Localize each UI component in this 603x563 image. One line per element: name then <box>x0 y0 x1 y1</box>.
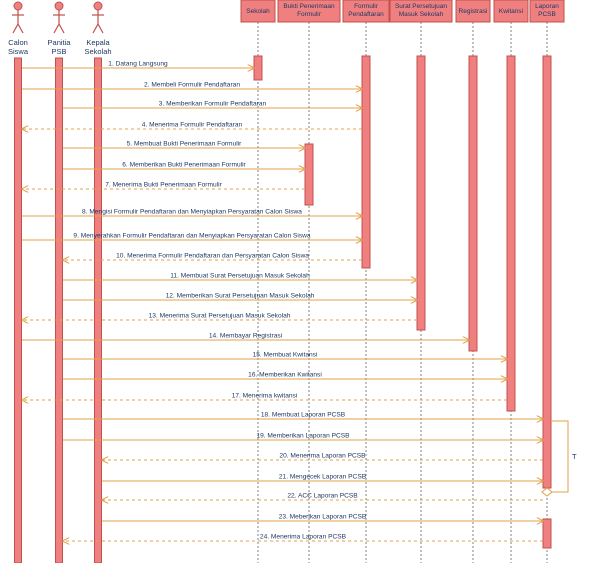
object-registrasi <box>456 0 490 22</box>
object-label: Surat Persetujuan <box>394 3 448 10</box>
actor-kepala <box>84 2 111 56</box>
activation-bar-formulir <box>362 56 370 268</box>
message-16 <box>63 372 507 380</box>
actor-leg-icon <box>93 24 98 33</box>
object-label: Pendaftaran <box>348 11 384 18</box>
activation-bar-laporan <box>543 56 551 488</box>
object-label: Formulir <box>297 11 321 18</box>
activation-bar-calon <box>15 58 22 563</box>
message-label: 7. Menerima Bukti Penerimaan Formulir <box>105 181 222 189</box>
message-label: 2. Membeli Formulir Pendaftaran <box>143 81 241 89</box>
object-label: Kwitansi <box>498 8 524 15</box>
actor-head-icon <box>94 2 102 10</box>
object-label: Registrasi <box>458 8 488 15</box>
message-label: 17. Menerima kwitansi <box>231 392 298 400</box>
object-sekolah <box>241 0 275 22</box>
actor-panitia <box>48 2 72 56</box>
message-label: 19. Memberikan Laporan PCSB <box>256 432 350 440</box>
activation-bar-surat <box>417 56 425 330</box>
message-label: 16. Memberikan Kwitansi <box>248 371 322 379</box>
message-label: 12. Memberikan Surat Persetujuan Masuk Sekolah <box>165 292 315 300</box>
loop-line <box>551 421 568 492</box>
object-label: PCSB <box>538 11 556 18</box>
object-label: Laporan <box>535 3 559 10</box>
message-label: 3. Memberikan Formulir Pendaftaran <box>158 100 267 108</box>
message-22 <box>102 493 543 501</box>
message-label: 8. Mengisi Formulir Pendaftaran dan Menyiapkan Persyaratan Calon Siswa <box>82 208 302 216</box>
activation-bar-kwitansi <box>507 56 515 411</box>
message-label: 1. Datang Langsung <box>108 60 168 68</box>
actor-leg-icon <box>13 24 18 33</box>
actor-leg-icon <box>54 24 59 33</box>
message-15 <box>63 352 507 360</box>
object-bukti <box>278 0 340 22</box>
object-label: Masuk Sekolah <box>398 11 444 18</box>
message-label: 4. Menerima Formulir Pendaftaran <box>141 121 243 129</box>
message-label: 21. Mengecek Laporan PCSB <box>278 473 367 481</box>
activation-bar-laporan <box>543 519 551 548</box>
actor-head-icon <box>14 2 22 10</box>
message-label: 15. Membuat Kwitansi <box>252 351 318 359</box>
message-2 <box>22 82 362 90</box>
object-formulir <box>343 0 389 22</box>
activation-bar-registrasi <box>469 56 477 351</box>
actor-label: Kepala <box>86 38 110 47</box>
message-11 <box>63 273 417 281</box>
message-label: 22. ACC Laporan PCSB <box>287 492 358 500</box>
actor-leg-icon <box>98 24 103 33</box>
actor-label: Siswa <box>7 47 29 56</box>
activation-bar-kepala <box>95 58 102 563</box>
message-13 <box>22 313 417 321</box>
activation-bar-bukti <box>305 144 313 205</box>
message-label: 24. Menerima Laporan PCSB <box>259 533 347 541</box>
message-label: 13. Menerima Surat Persetujuan Masuk Sekolah <box>148 312 291 320</box>
message-label: 6. Memberikan Bukti Penerimaan Formulir <box>122 161 246 169</box>
message-3 <box>63 101 362 109</box>
actor-label: Sekolah <box>84 47 112 56</box>
object-laporan <box>530 0 564 22</box>
message-10 <box>63 253 362 261</box>
activation-bar-panitia <box>56 58 63 563</box>
message-label: 11. Membuat Surat Persetujuan Masuk Sekolah <box>170 272 310 280</box>
message-label: 14. Membayar Registrasi <box>208 332 283 340</box>
object-label: Sekolah <box>246 8 270 15</box>
loop-note: T <box>572 452 577 461</box>
message-9 <box>22 233 362 241</box>
object-label: Formulir <box>354 3 378 10</box>
actor-label: Panitia <box>47 38 71 47</box>
message-label: 10. Menerima Formulir Pendaftaran dan Persyaratan Calon Siswa <box>116 252 309 260</box>
actor-leg-icon <box>59 24 64 33</box>
message-label: 5. Membuat Bukti Penerimaan Formulir <box>126 140 242 148</box>
actor-head-icon <box>55 2 63 10</box>
message-label: 9. Menyerahkan Formulir Pendaftaran dan Menyiapkan Persyaratan Calon Siswa <box>73 232 311 240</box>
message-label: 18. Membuat Laporan PCSB <box>260 411 346 419</box>
object-label: Bukti Penerimaan <box>283 3 335 10</box>
object-surat <box>390 0 452 22</box>
actor-label: PSB <box>51 47 67 56</box>
actor-leg-icon <box>18 24 23 33</box>
message-8 <box>22 209 362 217</box>
message-label: 20. Menerima Laporan PCSB <box>279 452 366 460</box>
message-23 <box>102 514 543 522</box>
message-4 <box>22 122 362 130</box>
message-12 <box>63 293 417 301</box>
actor-calon <box>8 2 29 56</box>
message-24 <box>63 534 543 542</box>
activation-bar-sekolah <box>254 56 262 80</box>
message-20 <box>102 453 543 461</box>
guard-diamond-icon <box>542 488 552 496</box>
actor-label: Calon <box>8 38 28 47</box>
message-19 <box>63 433 543 441</box>
message-18 <box>63 412 543 420</box>
object-kwitansi <box>494 0 528 22</box>
message-21 <box>102 474 543 482</box>
message-7 <box>22 182 305 190</box>
message-14 <box>22 333 469 341</box>
message-label: 23. Meberikan Laporan PCSB <box>278 513 367 521</box>
